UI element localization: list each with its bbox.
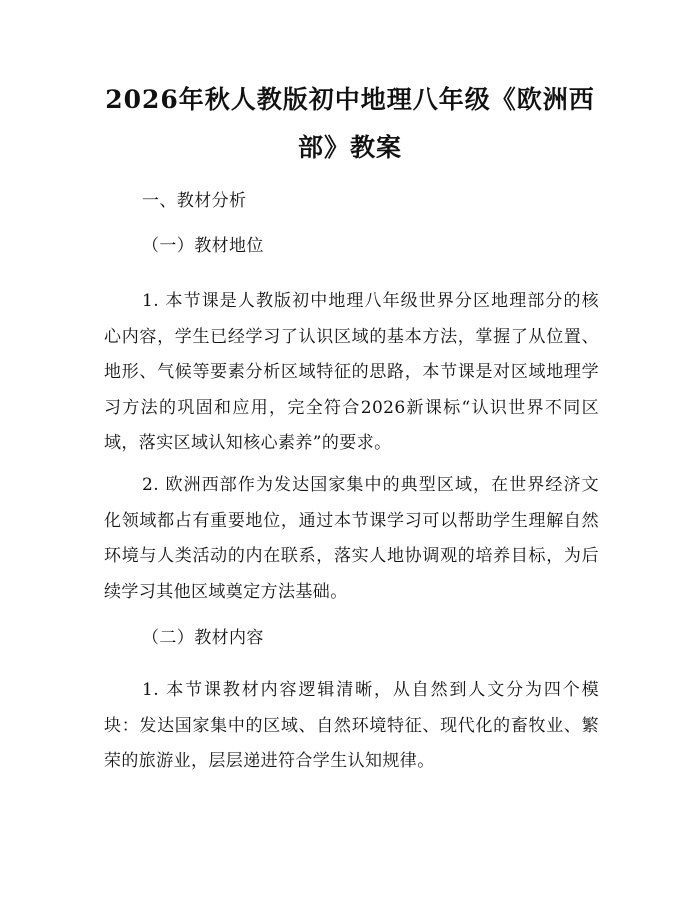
paragraph-textbook-content-1: 1. 本节课教材内容逻辑清晰，从自然到人文分为四个模块：发达国家集中的区域、自然环境特征、现代化的畜牧业、繁荣的旅游业，层层递进符合学生认知规律。	[104, 680, 599, 771]
paragraph-textbook-position-2: 2. 欧洲西部作为发达国家集中的典型区域，在世界经济文化领域都占有重要地位，通过本节课学习可以帮助学生理解自然环境与人类活动的内在联系，落实人地协调观的培养目标，为后续学习其他区域奠定方法基础。	[104, 475, 599, 602]
paragraph-textbook-position-1: 1. 本节课是人教版初中地理八年级世界分区地理部分的核心内容，学生已经学习了认识区域的基本方法，掌握了从位置、地形、气候等要素分析区域特征的思路，本节课是对区域地理学习方法的巩固和应用，完全符合2026新课标“认识世界不同区域，落实区域认知核心素养”的要求。	[104, 291, 599, 453]
subsection-heading-textbook-position: （一）教材地位	[142, 236, 264, 256]
section-heading-textbook-analysis: 一、教材分析	[142, 191, 247, 211]
document-title-line-1: 2026年秋人教版初中地理八年级《欧洲西	[105, 85, 595, 114]
document-title-line-2: 部》教案	[297, 133, 402, 162]
subsection-heading-textbook-content: （二）教材内容	[142, 628, 264, 648]
